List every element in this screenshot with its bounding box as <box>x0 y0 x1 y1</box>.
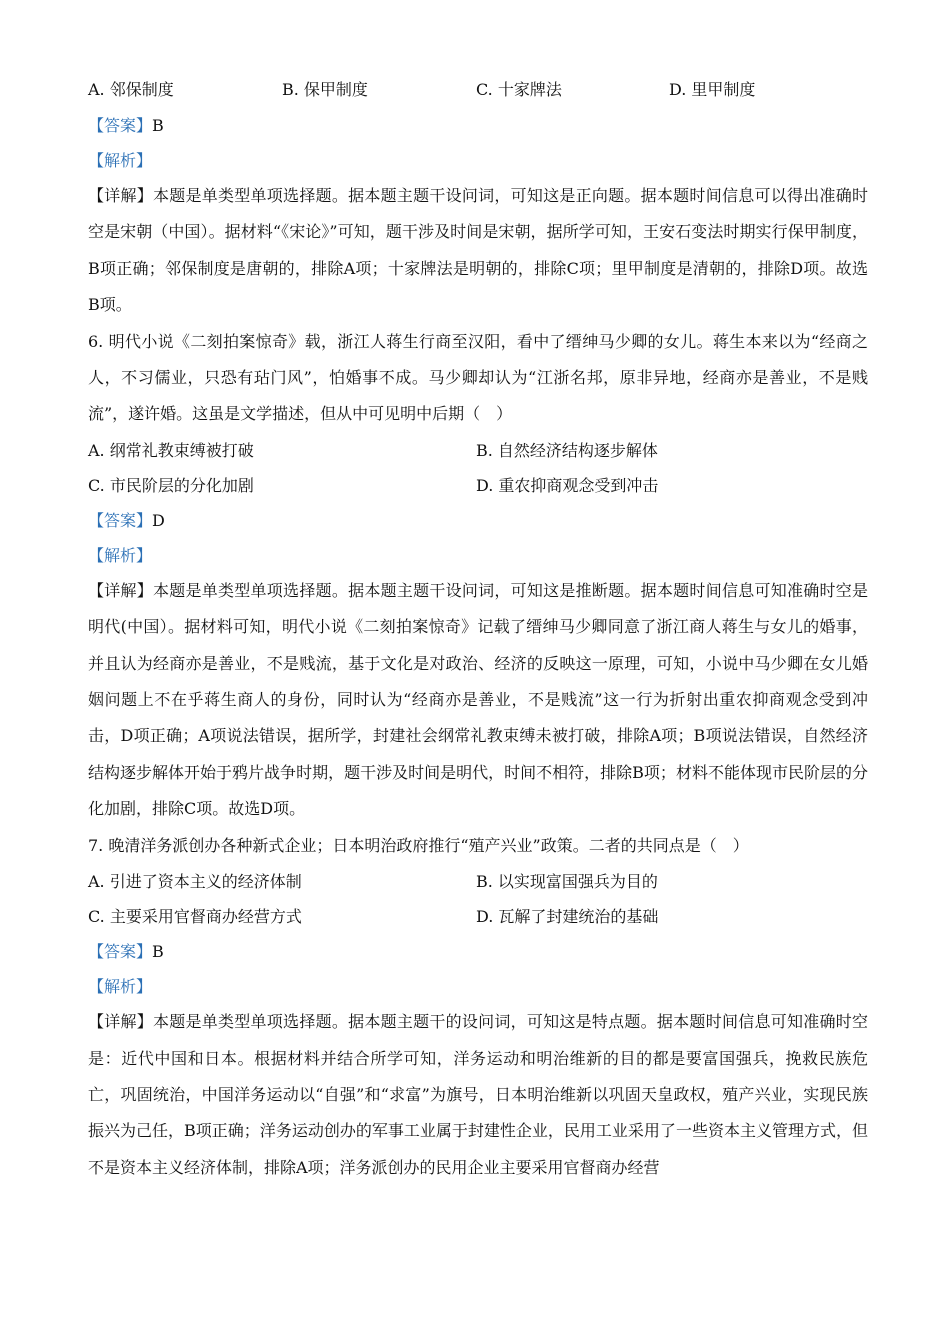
option-d: D. 重农抑商观念受到冲击 <box>476 475 659 495</box>
q6-options-row1 <box>88 433 868 468</box>
q6-stem: 6. 明代小说《二刻拍案惊奇》载，浙江人蒋生行商至汉阳，看中了缙绅马少卿的女儿。蒋生本来以为“经商之人，不习儒业，只恐有玷门风”，怕婚事不成。马少卿却认为“江浙名邦，原非异地，经商亦是善业，不是贱流”，遂许婚。这虽是文学描述，但从中可见明中后期（ ） <box>88 331 868 424</box>
q7-stem: 7. 晚清洋务派创办各种新式企业；日本明治政府推行“殖产兴业”政策。二者的共同点是（ ） <box>88 835 749 855</box>
q7-answer <box>88 934 868 969</box>
option-b: B. 以实现富国强兵为目的 <box>476 872 658 892</box>
q7-detail: 【详解】本题是单类型单项选择题。据本题主题干的设问词，可知这是特点题。据本题时间信息可知准确时空是：近代中国和日本。根据材料并结合所学可知，洋务运动和明治维新的目的都是要富国强兵，挽救民族危亡，巩固统治，中国洋务运动以“自强”和“求富”为旗号，日本明治维新以巩固天皇政权，殖产兴业，实现民族振兴为己任，B项正确；洋务运动创办的军事工业属于封建性企业，民用工业采用了一些资本主义管理方式，但不是资本主义经济体制，排除A项；洋务派创办的民用企业主要采用官督商办经营 <box>88 1012 868 1177</box>
q6-analysis-tag: 【解析】 <box>88 545 153 565</box>
q5-answer <box>88 108 868 143</box>
q6-detail: 【详解】本题是单类型单项选择题。据本题主题干设问词，可知这是推断题。据本题时间信息可知准确时空是明代(中国）。据材料可知，明代小说《二刻拍案惊奇》记载了缙绅马少卿同意了浙江商人蒋生与女儿的婚事，并且认为经商亦是善业，不是贱流，基于文化是对政治、经济的反映这一原理，可知，小说中马少卿在女儿婚姻问题上不在乎蒋生商人的身份，同时认为“经商亦是善业，不是贱流”这一行为折射出重农抑商观念受到冲击，D项正确；A项说法错误，据所学，封建社会纲常礼教束缚未被打破，排除A项；B项说法错误，自然经济结构逐步解体开始于鸦片战争时期，题干涉及时间是明代，时间不相符，排除B项；材料不能体现市民阶层的分化加剧，排除C项。故选D项。 <box>88 580 868 819</box>
answer-value: B <box>152 116 164 135</box>
option-d: D. 里甲制度 <box>669 80 756 99</box>
q6-options-row2 <box>88 468 868 503</box>
option-d: D. 瓦解了封建统治的基础 <box>476 907 659 927</box>
q7-options-row1 <box>88 864 868 899</box>
option-b: B. 保甲制度 <box>282 80 368 99</box>
option-b: B. 自然经济结构逐步解体 <box>476 440 658 460</box>
q7-options-row2 <box>88 899 868 934</box>
option-c: C. 十家牌法 <box>476 80 562 99</box>
q6-answer <box>88 503 868 538</box>
option-a: A. 纲常礼教束缚被打破 <box>88 440 254 460</box>
q5-options <box>88 72 868 108</box>
answer-tag: 【答案】 <box>88 116 153 135</box>
answer-value: B <box>152 942 164 962</box>
answer-value: D <box>152 510 165 530</box>
option-c: C. 市民阶层的分化加剧 <box>88 475 254 495</box>
option-a: A. 引进了资本主义的经济体制 <box>88 872 302 892</box>
option-a: A. 邻保制度 <box>88 80 174 99</box>
answer-tag: 【答案】 <box>88 942 153 962</box>
q5-analysis-tag: 【解析】 <box>88 151 153 170</box>
document-page <box>88 72 868 1186</box>
answer-tag: 【答案】 <box>88 510 153 530</box>
option-c: C. 主要采用官督商办经营方式 <box>88 907 302 927</box>
q5-detail: 【详解】本题是单类型单项选择题。据本题主题干设问词，可知这是正向题。据本题时间信息可以得出准确时空是宋朝（中国）。据材料“《宋论》”可知，题干涉及时间是宋朝，据所学可知，王安石变法时期实行保甲制度，B项正确；邻保制度是唐朝的，排除A项；十家牌法是明朝的，排除C项；里甲制度是清朝的，排除D项。故选B项。 <box>88 186 868 315</box>
q7-analysis-tag: 【解析】 <box>88 977 153 997</box>
